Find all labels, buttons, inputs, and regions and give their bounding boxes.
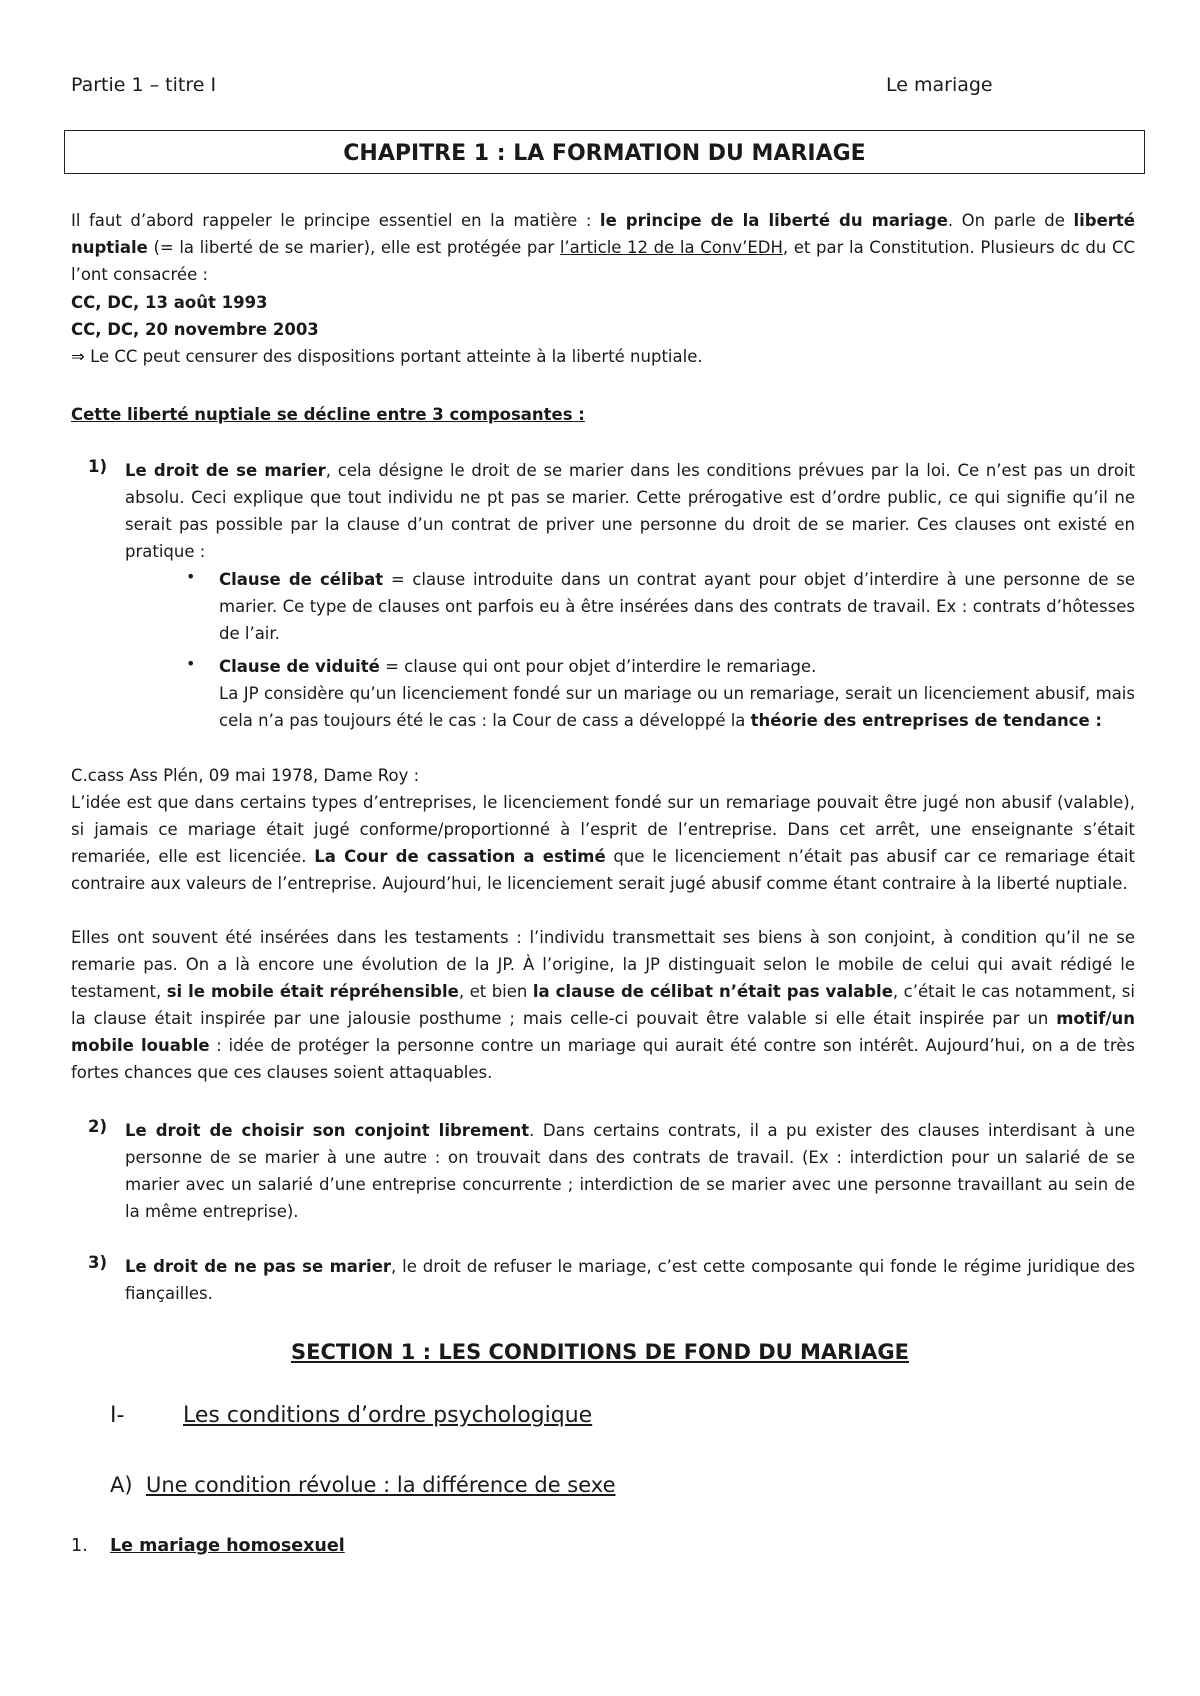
item1-bold: Le droit de se marier (125, 461, 326, 480)
testaments-text-4: : idée de protéger la personne contre un mariage qui aurait été contre son intérêt. Aujourd’hui, on a de très fortes chances que ces clauses soient attaquables. (71, 1036, 1135, 1082)
bullet2-followup-bold: théorie des entreprises de tendance : (750, 711, 1103, 730)
header-left: Partie 1 – titre I (71, 74, 217, 96)
case-paragraph (71, 789, 1135, 897)
decision-1: CC, DC, 13 août 1993 (71, 293, 268, 312)
conclusion-line: ⇒ Le CC peut censurer des dispositions portant atteinte à la liberté nuptiale. (71, 347, 703, 366)
testaments-paragraph (71, 924, 1135, 1086)
partA-title: Une condition révolue : la différence de sexe (146, 1473, 616, 1497)
bullet2-followup-text: La JP considère qu’un licenciement fondé sur un mariage ou un remariage, serait un licenciement abusif, mais cela n’a pas toujours été le cas : la Cour de cass a développé la (219, 684, 1135, 730)
partA-number: A) (110, 1473, 133, 1497)
section-heading: SECTION 1 : LES CONDITIONS DE FOND DU MARIAGE (290, 1340, 909, 1364)
part1-number: I- (110, 1403, 125, 1428)
chapter-title-box (64, 130, 1145, 174)
item2-number: 2) (88, 1117, 108, 1136)
sub1-title: Le mariage homosexuel (110, 1536, 345, 1556)
case-text-1: L’idée est que dans certains types d’entreprises, le licenciement fondé sur un remariage pouvait être jugé non abusif (valable), si jamais ce mariage était jugé conforme/proportionné à l’esprit de l’entreprise. Dans cet arrêt, une enseignante s’était remariée, elle est licenciée. (71, 793, 1135, 866)
testaments-text-2: , et bien (458, 982, 533, 1001)
item3-number: 3) (88, 1253, 108, 1272)
item3-bold: Le droit de ne pas se marier (125, 1257, 392, 1276)
item3-text: , le droit de refuser le mariage, c’est cette composante qui fonde le régime juridique des fiançailles. (125, 1257, 1135, 1303)
bullet2-text: = clause qui ont pour objet d’interdire le remariage. (379, 657, 817, 676)
bullet1-paragraph (219, 566, 1135, 647)
bullet2-paragraph (219, 653, 1135, 734)
intro-article-reference: l’article 12 de la Conv’EDH (559, 238, 783, 257)
case-text-2: que le licenciement n’était pas abusif car ce remariage était contraire aux valeurs de l’entreprise. Aujourd’hui, le licenciement serait jugé abusif comme étant contraire à la liberté nuptiale. (71, 847, 1135, 893)
chapter-title: CHAPITRE 1 : LA FORMATION DU MARIAGE (343, 141, 866, 166)
intro-text-4: , et par la Constitution. Plusieurs dc du CC l’ont consacrée : (71, 238, 1135, 284)
bullet1-text: = clause introduite dans un contrat ayant pour objet d’interdire à une personne de se marier. Ce type de clauses ont parfois eu à être insérées dans des contrats de travail. Ex : contrats d’hôtesses de l’air. (219, 570, 1135, 643)
bullet1-bold: Clause de célibat (219, 570, 384, 589)
bullet2-line (219, 653, 1135, 680)
testaments-text-3: , c’était le cas notamment, si la clause était inspirée par une jalousie posthume ; mais celle-ci pouvait être valable si elle était inspirée par un (71, 982, 1135, 1028)
item1-number: 1) (88, 457, 108, 476)
components-heading: Cette liberté nuptiale se décline entre 3 composantes : (71, 405, 585, 424)
bullet-dot-icon: • (186, 567, 196, 586)
bullet2-followup (219, 680, 1135, 734)
decision-2: CC, DC, 20 novembre 2003 (71, 320, 319, 339)
item1-paragraph (125, 457, 1135, 565)
bullet2-bold: Clause de viduité (219, 657, 380, 676)
item2-text: . Dans certains contrats, il a pu exister des clauses interdisant à une personne de se marier à une autre : on trouvait dans des contrats de travail. (Ex : interdiction pour un salarié de se marier avec un salarié d’une entreprise concurrente ; interdiction de se marier avec une personne travaillant au sein de la même entreprise). (125, 1121, 1135, 1221)
item1-text: , cela désigne le droit de se marier dans les conditions prévues par la loi. Ce n’est pas un droit absolu. Ceci explique que tout individu ne pt pas se marier. Cette prérogative est d’ordre public, ce qui signifie qu’il ne serait pas possible par la clause d’un contrat de priver une personne du droit de se marier. Ces clauses ont existé en pratique : (125, 461, 1135, 561)
header-right: Le mariage (886, 74, 993, 96)
testaments-bold-2: la clause de célibat n’était pas valable (532, 982, 893, 1001)
case-bold: La Cour de cassation a estimé (314, 847, 606, 866)
bullet-dot-icon: • (186, 654, 196, 673)
testaments-text-1: Elles ont souvent été insérées dans les testaments : l’individu transmettait ses biens à son conjoint, à condition qu’il ne se remarie pas. On a là encore une évolution de la JP. À l’origine, la JP distinguait selon le mobile de celui qui avait rédigé le testament, (71, 928, 1135, 1001)
intro-text-3: (= la liberté de se marier), elle est protégée par (147, 238, 560, 257)
intro-bold-1: le principe de la liberté du mariage (599, 211, 948, 230)
intro-paragraph (71, 207, 1135, 288)
case-reference: C.cass Ass Plén, 09 mai 1978, Dame Roy : (71, 766, 420, 785)
intro-text-1: Il faut d’abord rappeler le principe essentiel en la matière : (71, 211, 600, 230)
part1-title: Les conditions d’ordre psychologique (183, 1403, 593, 1428)
testaments-bold-3: motif/un mobile louable (71, 1009, 1135, 1055)
sub1-number: 1. (71, 1536, 88, 1556)
item2-bold: Le droit de choisir son conjoint librement (125, 1121, 530, 1140)
item2-paragraph (125, 1117, 1135, 1225)
item3-paragraph (125, 1253, 1135, 1307)
testaments-bold-1: si le mobile était répréhensible (166, 982, 459, 1001)
intro-bold-2: liberté nuptiale (71, 211, 1135, 257)
intro-text-2: . On parle de (947, 211, 1074, 230)
